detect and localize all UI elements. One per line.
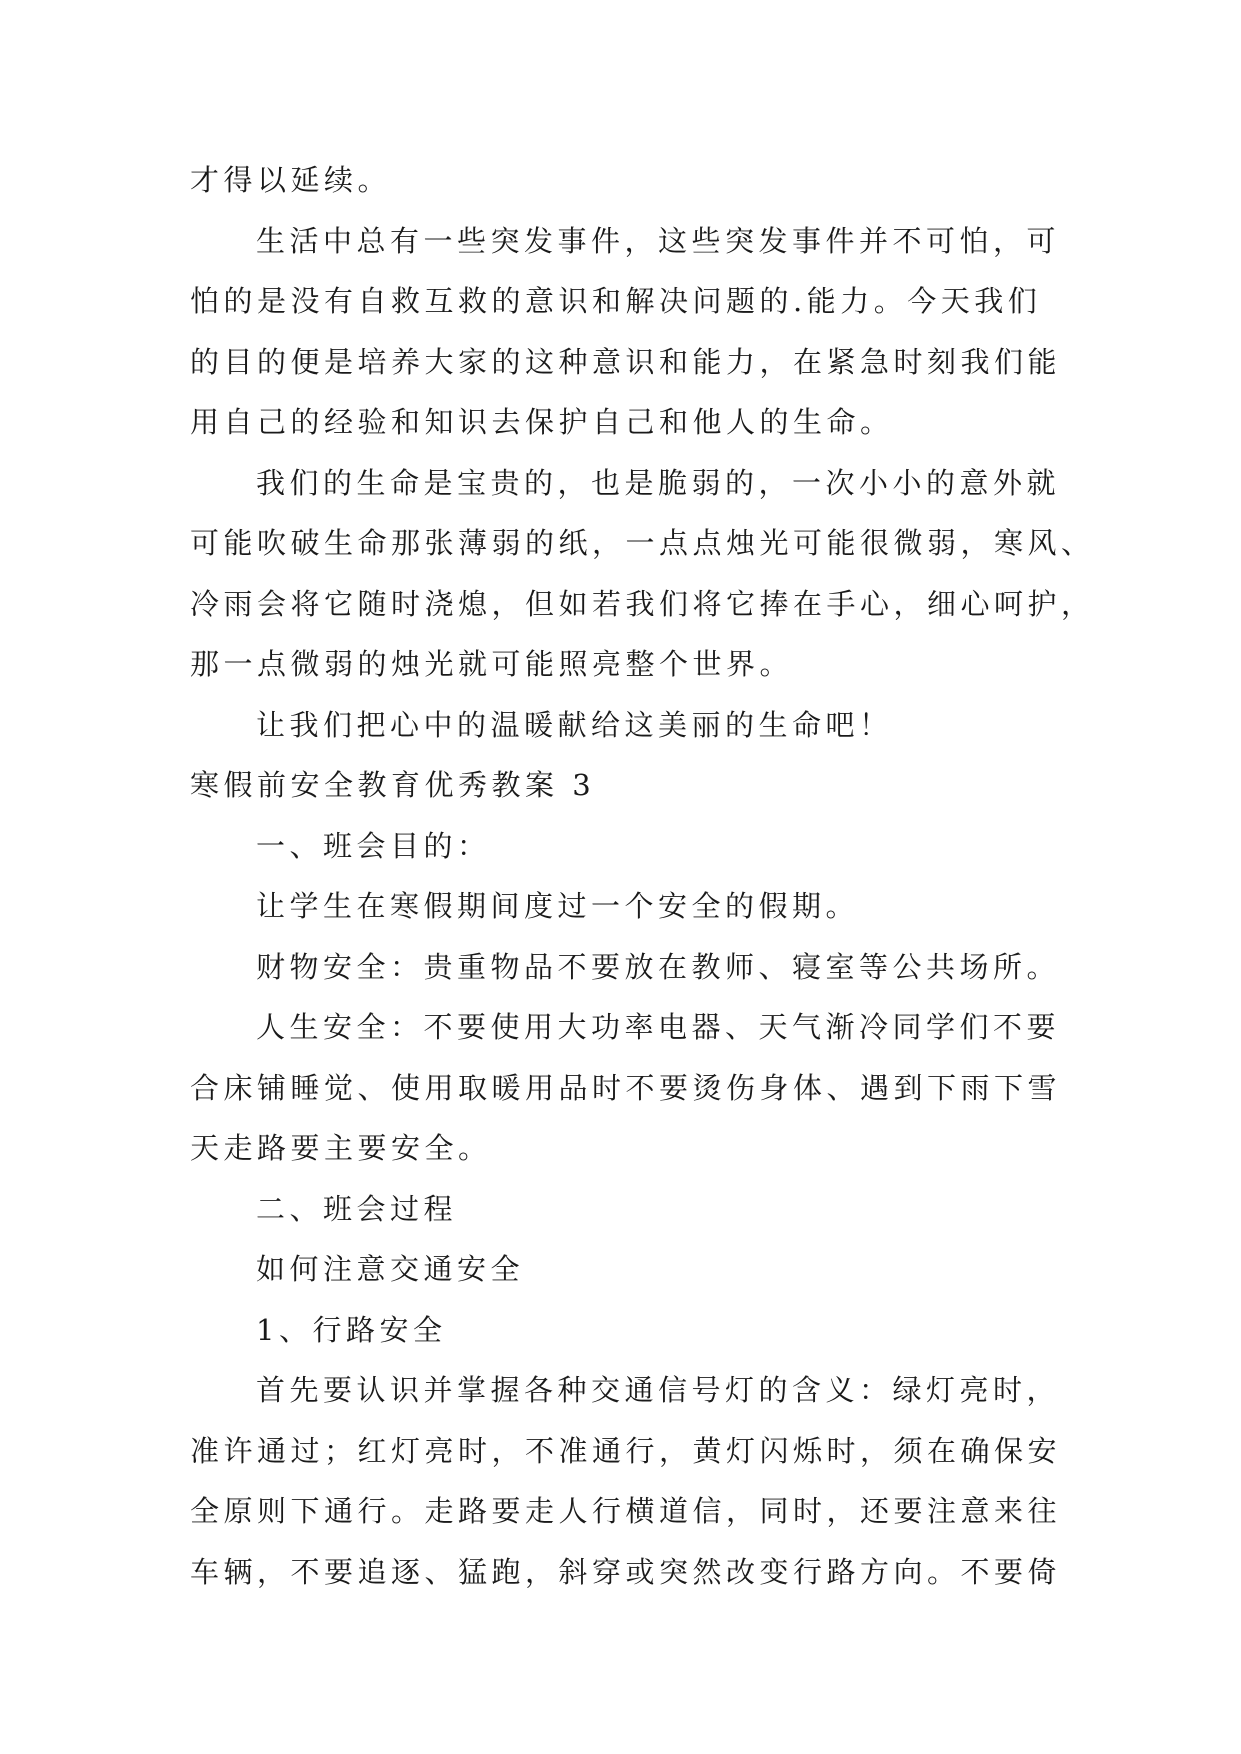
- text-line: 全原则下通行。走路要走人行横道信，同时，还要注意来往: [190, 1494, 1062, 1528]
- text-line: 的目的便是培养大家的这种意识和能力，在紧急时刻我们能: [190, 344, 1062, 379]
- paragraph-start-line: 让学生在寒假期间度过一个安全的假期。: [256, 889, 860, 923]
- text-line: 可能吹破生命那张薄弱的纸，一点点烛光可能很微弱，寒风、: [190, 526, 1095, 560]
- topic-heading: 如何注意交通安全: [256, 1252, 525, 1286]
- document-page: [190, 150, 1095, 1602]
- paragraph-start-line: 我们的生命是宝贵的，也是脆弱的，一次小小的意外就: [256, 465, 1061, 500]
- paragraph-start-line: 首先要认识并掌握各种交通信号灯的含义：绿灯亮时，: [256, 1373, 1061, 1407]
- section-heading: 寒假前安全教育优秀教案 3: [190, 768, 596, 802]
- text-line: 合床铺睡觉、使用取暖用品时不要烫伤身体、遇到下雨下雪: [190, 1070, 1062, 1105]
- text-line: 冷雨会将它随时浇熄，但如若我们将它捧在手心，细心呵护，: [190, 586, 1095, 621]
- subsection-heading: 一、班会目的：: [256, 828, 491, 863]
- paragraph-start-line: 人生安全：不要使用大功率电器、天气渐冷同学们不要: [256, 1010, 1061, 1044]
- text-line: 怕的是没有自救互救的意识和解决问题的.能力。今天我们: [190, 284, 1042, 318]
- text-line: 才得以延续。: [190, 163, 392, 197]
- topic-item-heading: 1、行路安全: [256, 1312, 447, 1347]
- text-line: 天走路要主要安全。: [190, 1131, 492, 1165]
- text-line: 那一点微弱的烛光就可能照亮整个世界。: [190, 647, 794, 681]
- paragraph-start-line: 财物安全：贵重物品不要放在教师、寝室等公共场所。: [256, 949, 1061, 984]
- paragraph-start-line: 生活中总有一些突发事件，这些突发事件并不可怕，可: [256, 223, 1061, 258]
- text-line: 车辆，不要追逐、猛跑，斜穿或突然改变行路方向。不要倚: [190, 1554, 1062, 1589]
- text-line: 准许通过；红灯亮时，不准通行，黄灯闪烁时，须在确保安: [190, 1433, 1062, 1468]
- paragraph-start-line: 让我们把心中的温暖献给这美丽的生命吧！: [256, 707, 893, 742]
- subsection-heading: 二、班会过程: [256, 1191, 458, 1226]
- text-line: 用自己的经验和知识去保护自己和他人的生命。: [190, 405, 894, 439]
